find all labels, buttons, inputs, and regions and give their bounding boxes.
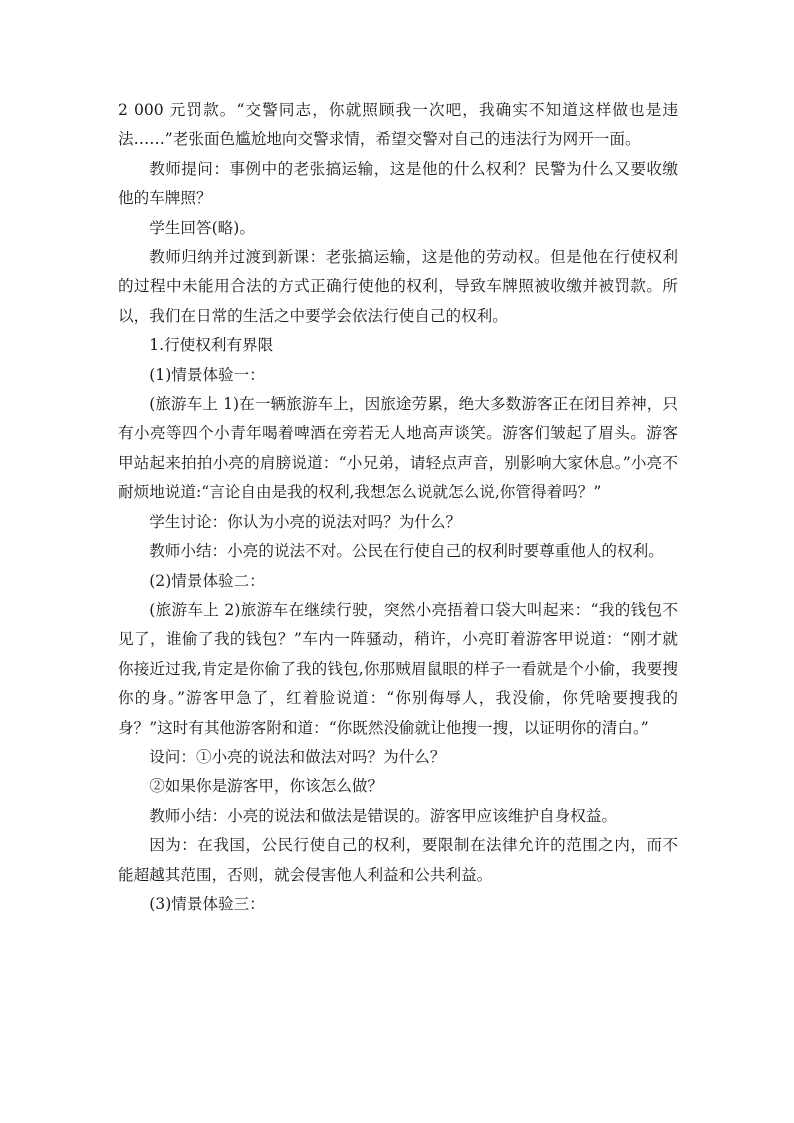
paragraph-teacher-question: 教师提问：事例中的老张搞运输，这是他的什么权利？民警为什么又要收缴他的车牌照？ bbox=[118, 159, 678, 208]
paragraph-teacher-conclusion-one: 教师小结：小亮的说法不对。公民在行使自己的权利时要尊重他人的权利。 bbox=[149, 542, 664, 561]
paragraph-scenario-two: (旅游车上 2)旅游车在继续行驶，突然小亮捂着口袋大叫起来：“我的钱包不见了，谁偷了我的钱包？”车内一阵骚动，稍许，小亮盯着游客甲说道：“刚才就你接近过我,肯定是你偷了我的钱包,你那贼眉鼠眼的样子一看就是个小偷，我要搜你的身。”游客甲急了，红着脸说道：“你别侮辱人，我没偷，你凭啥要搜我的身？”这时有其他游客附和道：“你既然没偷就让他搜一搜，以证明你的清白。” bbox=[118, 600, 678, 737]
paragraph-student-answer: 学生回答(略)。 bbox=[149, 218, 255, 237]
subheading-scenario-three: (3)情景体验三： bbox=[149, 894, 265, 913]
paragraph-fine-continuation: 2 000 元罚款。“交警同志，你就照顾我一次吧，我确实不知道这样做也是违法……”老张面色尴尬地向交警求情，希望交警对自己的违法行为网开一面。 bbox=[118, 101, 678, 149]
paragraph-reason: 因为：在我国，公民行使自己的权利，要限制在法律允许的范围之内，而不能超越其范围，否则，就会侵害他人利益和公共利益。 bbox=[118, 836, 678, 884]
paragraph-question-two: ②如果你是游客甲，你该怎么做？ bbox=[149, 777, 384, 796]
subheading-scenario-one: (1)情景体验一： bbox=[149, 365, 265, 384]
paragraph-student-discussion: 学生讨论：你认为小亮的说法对吗？为什么？ bbox=[149, 512, 462, 531]
document-page bbox=[118, 96, 678, 919]
paragraph-teacher-conclusion-two: 教师小结：小亮的说法和做法是错误的。游客甲应该维护自身权益。 bbox=[149, 806, 618, 825]
paragraph-question-one: 设问：①小亮的说法和做法对吗？为什么？ bbox=[149, 747, 446, 766]
paragraph-teacher-summary-transition: 教师归纳并过渡到新课：老张搞运输，这是他的劳动权。但是他在行使权利的过程中未能用合法的方式正确行使他的权利，导致车牌照被收缴并被罚款。所以，我们在日常的生活之中要学会依法行使自己的权利。 bbox=[118, 248, 678, 325]
subheading-scenario-two: (2)情景体验二： bbox=[149, 571, 265, 590]
paragraph-scenario-one: (旅游车上 1)在一辆旅游车上，因旅途劳累，绝大多数游客正在闭目养神，只有小亮等四个小青年喝着啤酒在旁若无人地高声谈笑。游客们皱起了眉头。游客甲站起来拍拍小亮的肩膀说道：“小兄弟，请轻点声音，别影响大家休息。”小亮不耐烦地说道:“言论自由是我的权利,我想怎么说就怎么说,你管得着吗？” bbox=[118, 395, 678, 502]
section-heading-rights-limits: 1.行使权利有界限 bbox=[149, 336, 274, 355]
